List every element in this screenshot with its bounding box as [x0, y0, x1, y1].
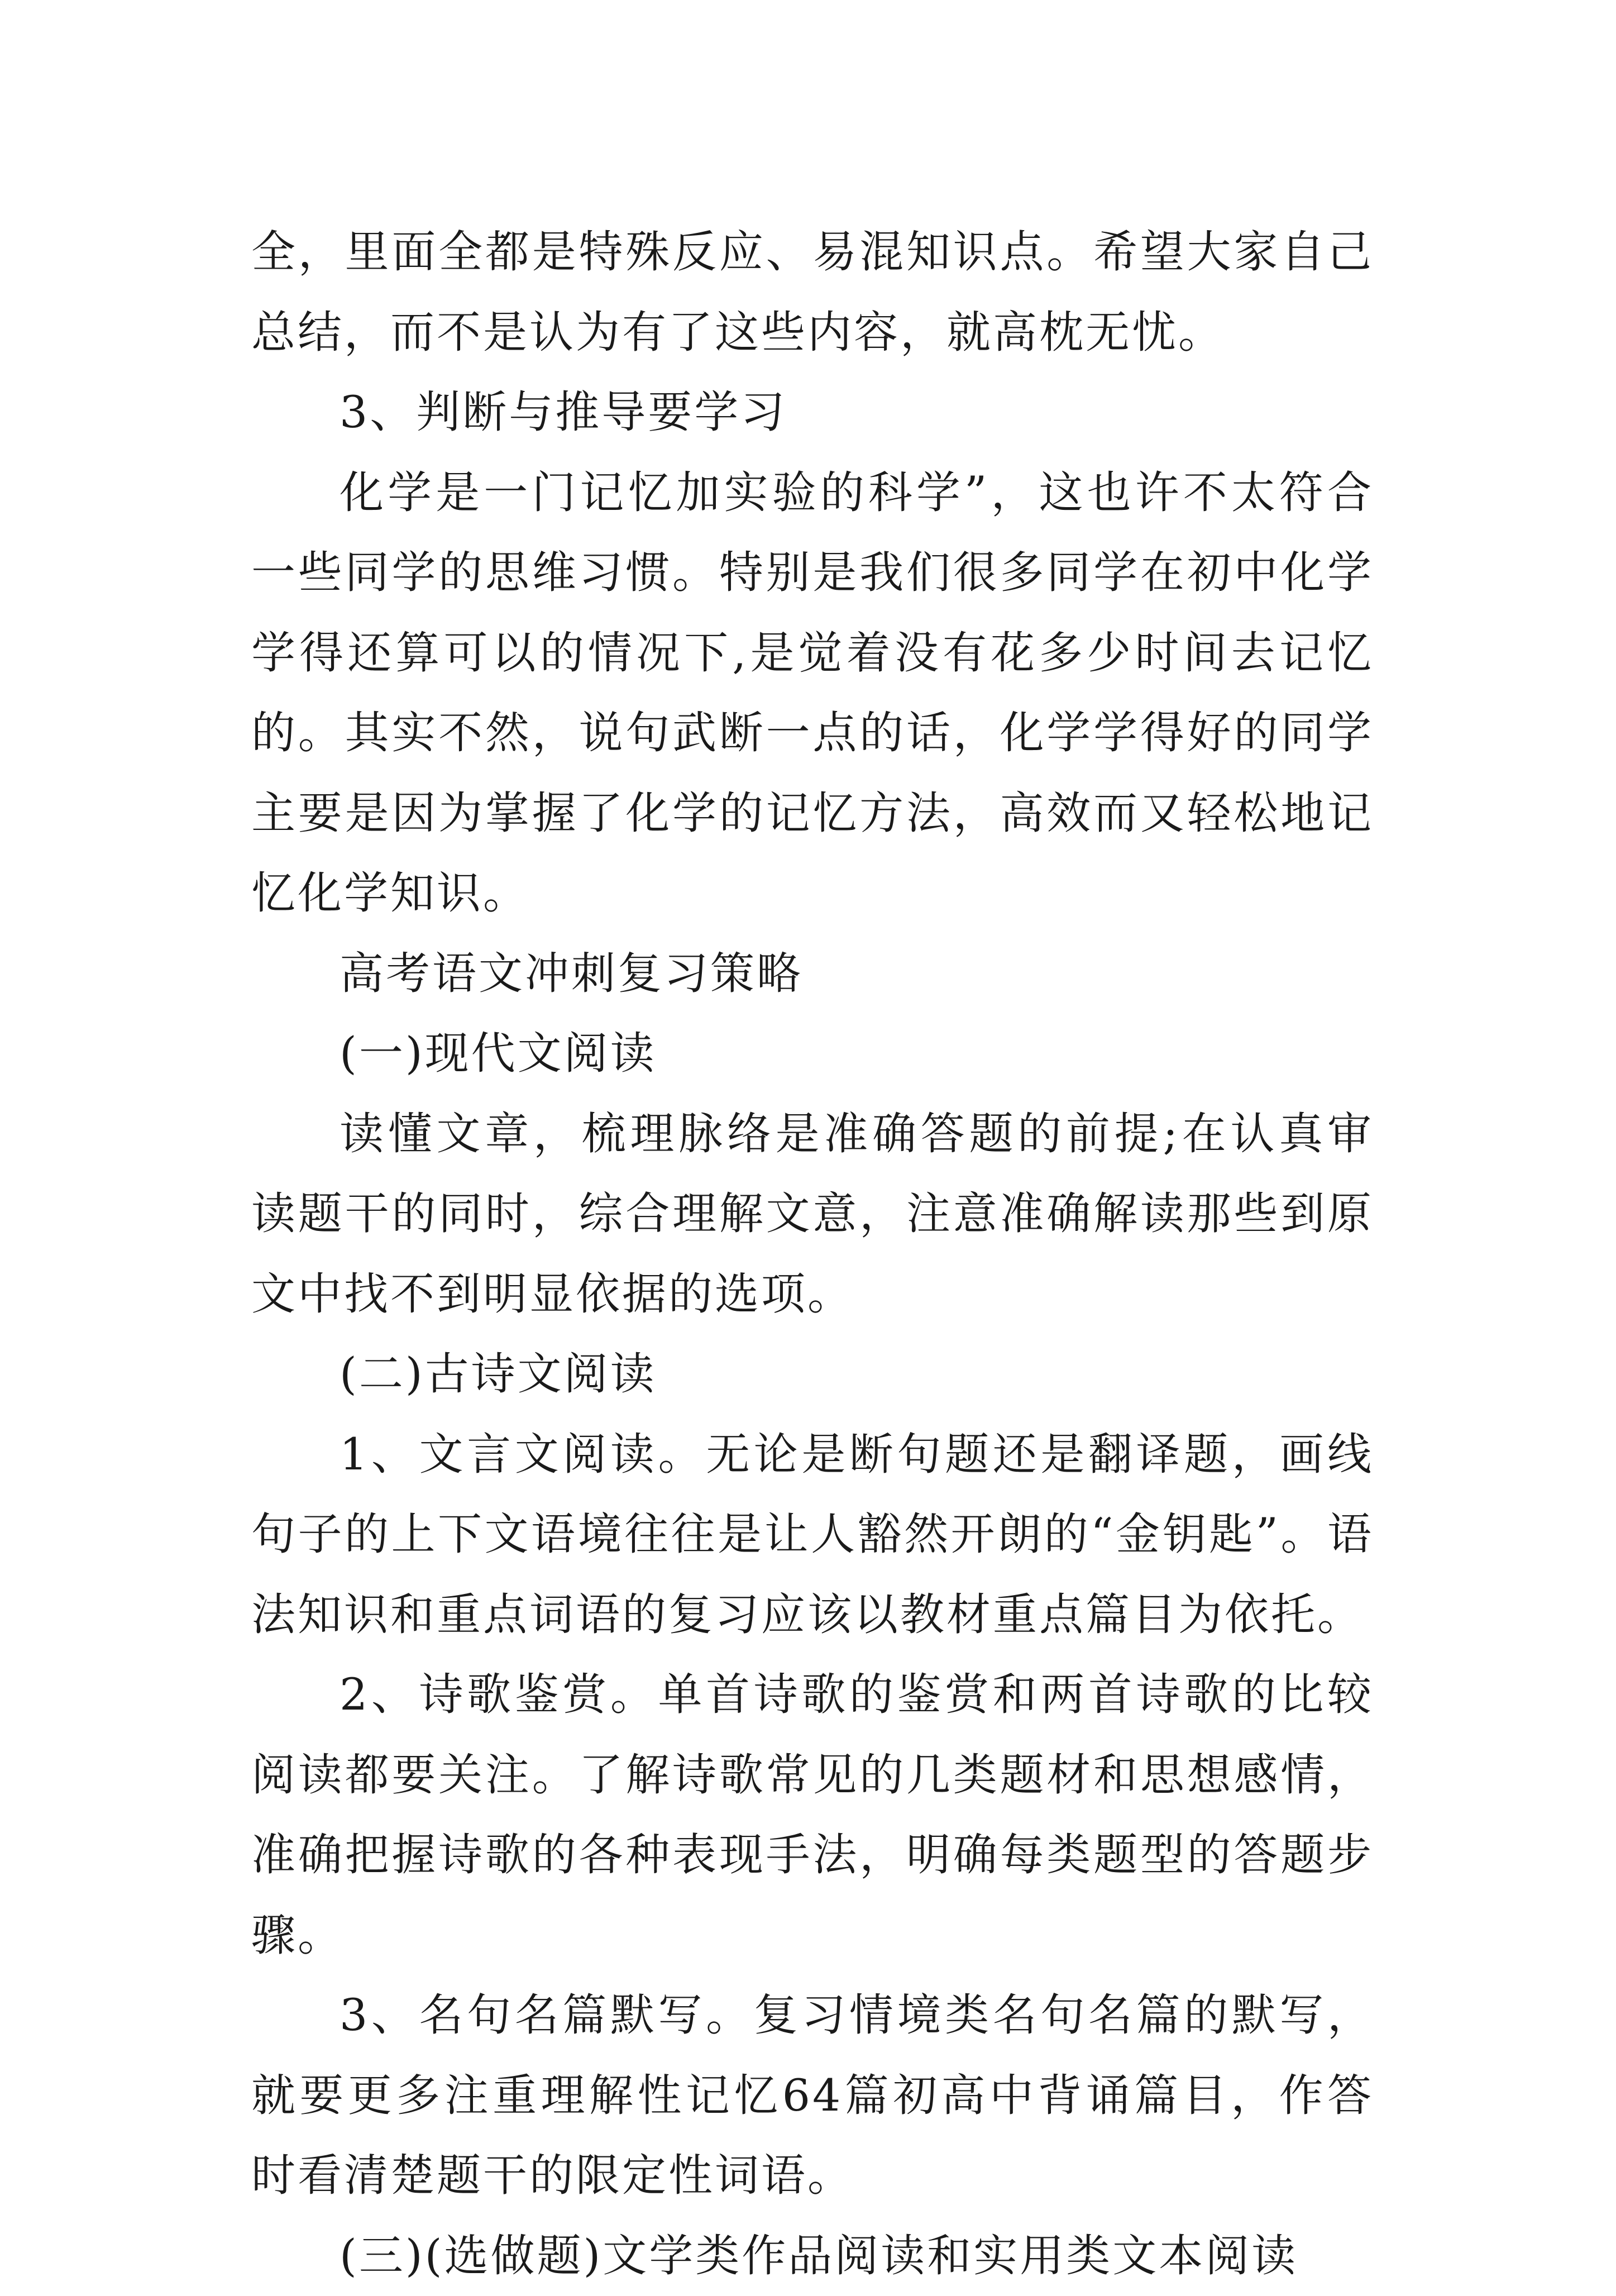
section-heading-modern-reading: (一)现代文阅读 [251, 1014, 1374, 1094]
section-heading-chinese-review: 高考语文冲刺复习策略 [251, 934, 1374, 1014]
paragraph-chemistry-memory: 化学是一门记忆加实验的科学”，这也许不太符合一些同学的思维习惯。特别是我们很多同学在初中化学学得还算可以的情况下,是觉着没有花多少时间去记忆的。其实不然，说句武断一点的话，化学学得好的同学主要是因为掌握了化学的记忆方法，高效而又轻松地记忆化学知识。 [251, 453, 1374, 934]
section-heading-judgment-derivation: 3、判断与推导要学习 [251, 373, 1374, 453]
paragraph-poetry-appreciation: 2、诗歌鉴赏。单首诗歌的鉴赏和两首诗歌的比较阅读都要关注。了解诗歌常见的几类题材和思想感情，准确把握诗歌的各种表现手法，明确每类题型的答题步骤。 [251, 1655, 1374, 1975]
section-heading-classical-reading: (二)古诗文阅读 [251, 1334, 1374, 1415]
paragraph-classical-prose: 1、文言文阅读。无论是断句题还是翻译题，画线句子的上下文语境往往是让人豁然开朗的“金钥匙”。语法知识和重点词语的复习应该以教材重点篇目为依托。 [251, 1415, 1374, 1655]
document-body [251, 212, 1374, 2296]
section-heading-literary-reading: (三)(选做题)文学类作品阅读和实用类文本阅读 [251, 2216, 1374, 2296]
paragraph-continuation: 全，里面全都是特殊反应、易混知识点。希望大家自己总结，而不是认为有了这些内容，就高枕无忧。 [251, 212, 1374, 373]
paragraph-famous-lines: 3、名句名篇默写。复习情境类名句名篇的默写，就要更多注重理解性记忆64篇初高中背诵篇目，作答时看清楚题干的限定性词语。 [251, 1975, 1374, 2216]
paragraph-modern-reading: 读懂文章，梳理脉络是准确答题的前提;在认真审读题干的同时，综合理解文意，注意准确解读那些到原文中找不到明显依据的选项。 [251, 1094, 1374, 1335]
